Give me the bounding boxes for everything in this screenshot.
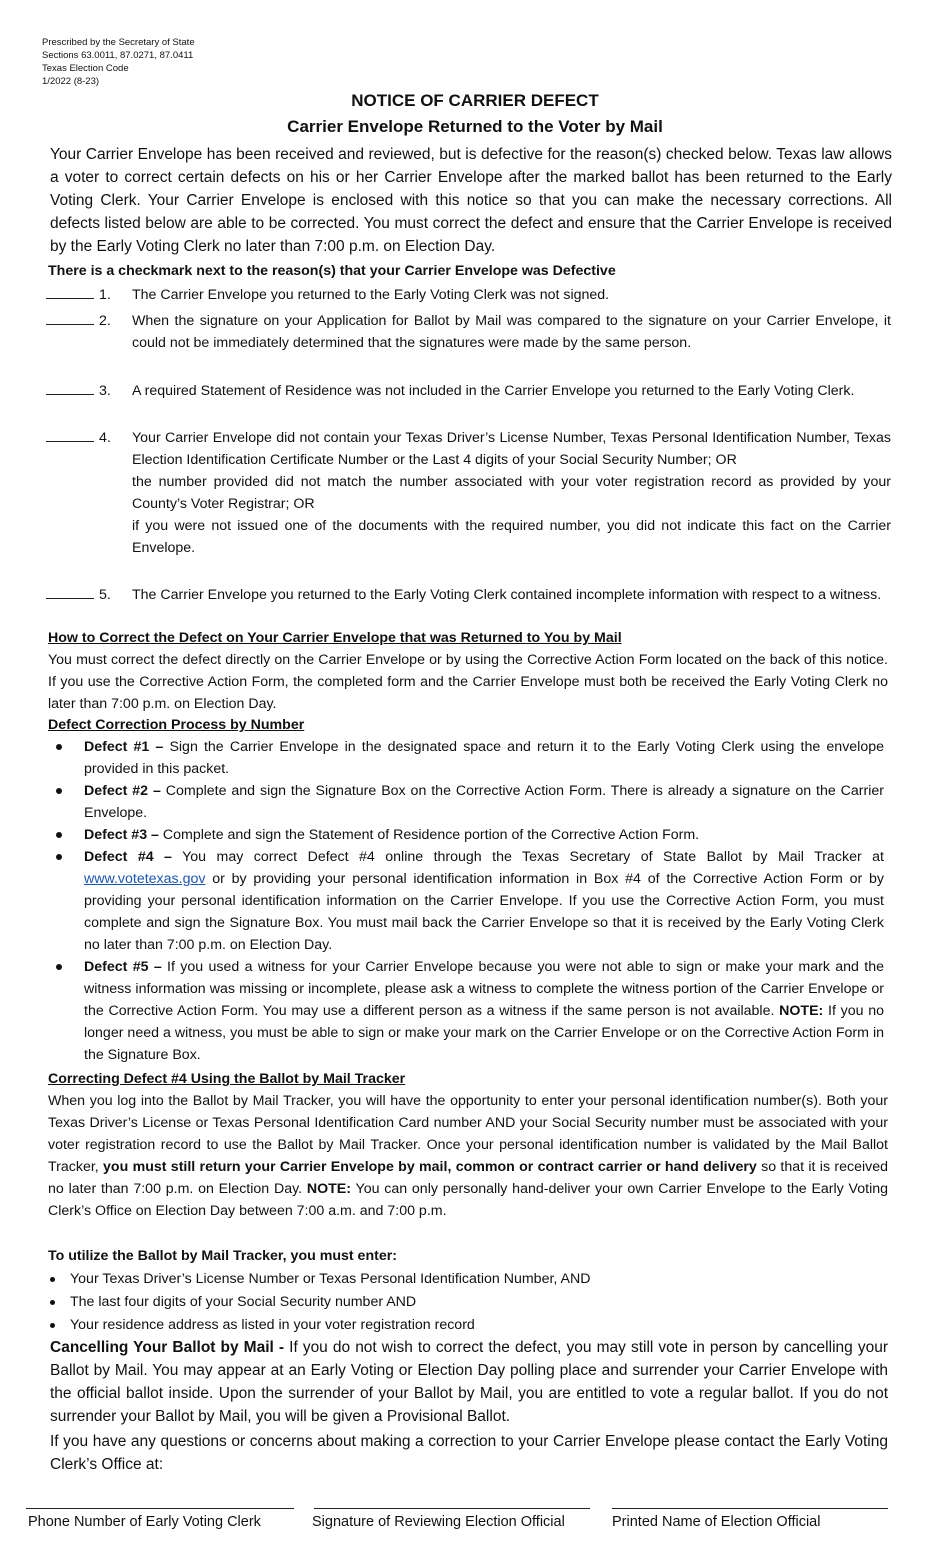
process-heading: Defect Correction Process by Number (48, 717, 305, 733)
defect-label: Defect #3 – (84, 827, 159, 843)
reason-number: 1. (99, 287, 111, 303)
header-line: Prescribed by the Secretary of State (42, 37, 195, 48)
utilize-text: Your residence address as listed in your voter registration record (70, 1317, 475, 1333)
reason-number: 3. (99, 383, 111, 399)
reason-text: The Carrier Envelope you returned to the Early Voting Clerk contained incomplete information with respect to a witness. (132, 587, 882, 603)
defect-text: Complete and sign the Signature Box on the Corrective Action Form. There is already a signature on the Carrier Envelope. (84, 783, 884, 821)
defect-text: Sign the Carrier Envelope in the designated space and return it to the Early Voting Clerk using the envelope provided in this packet. (84, 739, 884, 777)
printed-name-signature-line[interactable] (612, 1508, 888, 1509)
bullet-icon (50, 1277, 55, 1282)
header-line: Texas Election Code (42, 63, 129, 74)
bullet-icon (50, 1300, 55, 1305)
check-blank[interactable] (46, 584, 94, 599)
defect-label: Defect #1 – (84, 739, 164, 755)
header-line: 1/2022 (8-23) (42, 76, 100, 87)
header-line: Sections 63.0011, 87.0271, 87.0411 (42, 50, 194, 61)
defect-item (54, 846, 884, 956)
utilize-item (48, 1291, 888, 1314)
utilize-heading: To utilize the Ballot by Mail Tracker, you must enter: (48, 1248, 397, 1264)
defect-text: You may correct Defect #4 online through the Texas Secretary of State Ballot by Mail Tracker at (171, 849, 884, 865)
cancelling-text: If you do not wish to correct the defect, you may still vote in person by cancelling your Ballot by Mail. You may appear at an Early Voting or Election Day polling place and surrender your Carrier Envelope with the official ballot inside. Upon the surrender of your Ballot by Mail, you are entitled to vote a regular ballot. If you do not surrender your Ballot by Mail, you will be given a Provisional Ballot. (50, 1339, 888, 1425)
utilize-list (48, 1268, 888, 1337)
reason-number: 4. (99, 430, 111, 446)
page-title: NOTICE OF CARRIER DEFECT (351, 91, 599, 110)
how-to-paragraph: You must correct the defect directly on the Carrier Envelope or by using the Corrective Action Form located on the back of this notice. If you use the Corrective Action Form, the completed form and the Carrier Envelope must both be received the Early Voting Clerk no later than 7:00 p.m. on Election Day. (48, 652, 888, 712)
reason-text-alt: the number provided did not match the number associated with your voter registration record as provided by your County’s Voter Registrar; OR (132, 474, 891, 512)
reason-item (46, 380, 891, 402)
bullet-icon (56, 744, 62, 750)
tracker-text: When you log into the Ballot by Mail Tracker, you will have the opportunity to enter your personal identification number(s). Both your Texas Driver’s License or Texas Personal Identification Card number AND your Social Security number must be associated with your voter registration record to use the Ballot by Mail Tracker. Once your personal identification number is validated by the Mail Ballot Tracker, (48, 1093, 888, 1175)
note-label: NOTE: (306, 1181, 351, 1197)
tracker-text: so that it is received no later than 7:00 p.m. on Election Day. (48, 1159, 888, 1197)
cancelling-label: Cancelling Your Ballot by Mail - (50, 1339, 285, 1356)
form-header (42, 36, 195, 88)
tracker-paragraph (48, 1090, 888, 1222)
defect-item (54, 824, 884, 846)
defect-item (54, 780, 884, 824)
reviewing-official-label: Signature of Reviewing Election Official (312, 1514, 565, 1530)
checkmark-heading: There is a checkmark next to the reason(s) that your Carrier Envelope was Defective (48, 263, 616, 279)
intro-paragraph: Your Carrier Envelope has been received and reviewed, but is defective for the reason(s) checked below. Texas law allows a voter to correct certain defects on his or her Carrier Envelope after the marked ballot has been returned to the Early Voting Clerk. Your Carrier Envelope is enclosed with this notice so that you can make the necessary corrections. All defects listed below are able to be corrected. You must correct the defect and ensure that the Carrier Envelope is received by the Early Voting Clerk no later than 7:00 p.m. on Election Day. (50, 146, 892, 255)
defect-item (54, 736, 884, 780)
questions-paragraph: If you have any questions or concerns about making a correction to your Carrier Envelope please contact the Early Voting Clerk’s Office at: (50, 1433, 888, 1473)
reason-text: The Carrier Envelope you returned to the Early Voting Clerk was not signed. (132, 287, 610, 303)
bullet-icon (50, 1323, 55, 1328)
defect-text: or by providing your personal identification information in Box #4 of the Corrective Action Form or by providing your personal identification information on the Carrier Envelope. If you use the Corrective Action Form, you must complete and sign the Signature Box. You must mail back the Carrier Envelope so that it is received by the Early Voting Clerk no later than 7:00 p.m. on Election Day. (84, 871, 884, 953)
check-blank[interactable] (46, 310, 94, 325)
cancelling-paragraph (50, 1336, 888, 1428)
utilize-item (48, 1268, 888, 1291)
reason-text: When the signature on your Application for Ballot by Mail was compared to the signature on your Carrier Envelope, it could not be immediately determined that the signatures were made by the same person. (132, 313, 891, 351)
votetexas-link[interactable]: www.votetexas.gov (84, 871, 206, 887)
phone-signature-line[interactable] (26, 1508, 294, 1509)
defect-label: Defect #5 – (84, 959, 162, 975)
reason-text: Your Carrier Envelope did not contain your Texas Driver’s License Number, Texas Personal Identification Number, Texas Election Identification Certificate Number or the Last 4 digits of your Social Security Number; OR (132, 430, 891, 468)
note-label: NOTE: (779, 1003, 824, 1019)
reason-item (46, 427, 891, 559)
defect-list (54, 736, 884, 1066)
reviewing-official-signature-line[interactable] (314, 1508, 590, 1509)
printed-name-label: Printed Name of Election Official (612, 1514, 821, 1530)
reason-number: 2. (99, 313, 111, 329)
check-blank[interactable] (46, 284, 94, 299)
utilize-text: The last four digits of your Social Security number AND (70, 1294, 417, 1310)
reason-text: A required Statement of Residence was not included in the Carrier Envelope you returned to the Early Voting Clerk. (132, 383, 855, 399)
phone-label: Phone Number of Early Voting Clerk (28, 1514, 261, 1530)
defect-item (54, 956, 884, 1066)
defect-label: Defect #2 – (84, 783, 161, 799)
utilize-text: Your Texas Driver’s License Number or Texas Personal Identification Number, AND (70, 1271, 591, 1287)
utilize-item (48, 1314, 888, 1337)
check-blank[interactable] (46, 427, 94, 442)
bullet-icon (56, 854, 62, 860)
bullet-icon (56, 964, 62, 970)
defect-text: If you no longer need a witness, you must be able to sign or make your mark on the Carrier Envelope or on the Corrective Action Form in the Signature Box. (84, 1003, 884, 1063)
reason-number: 5. (99, 587, 111, 603)
check-blank[interactable] (46, 380, 94, 395)
bullet-icon (56, 788, 62, 794)
reason-item (46, 310, 891, 354)
page-subtitle: Carrier Envelope Returned to the Voter by Mail (287, 117, 663, 136)
tracker-bold-text: you must still return your Carrier Envelope by mail, common or contract carrier or hand delivery (103, 1159, 757, 1175)
defect-label: Defect #4 – (84, 849, 172, 865)
tracker-text: You can only personally hand-deliver your own Carrier Envelope to the Early Voting Clerk’s Office on Election Day between 7:00 a.m. and 7:00 p.m. (48, 1181, 888, 1219)
bullet-icon (56, 832, 62, 838)
tracker-heading: Correcting Defect #4 Using the Ballot by Mail Tracker (48, 1071, 406, 1087)
defect-text: If you used a witness for your Carrier Envelope because you were not able to sign or make your mark and the witness information was missing or incomplete, please ask a witness to complete the witness portion of the Carrier Envelope or the Corrective Action Form. You may use a different person as a witness if the same person is not available. (84, 959, 885, 1019)
how-to-heading: How to Correct the Defect on Your Carrier Envelope that was Returned to You by Mail (48, 630, 622, 646)
reason-item (46, 584, 891, 606)
reason-item (46, 284, 891, 306)
reason-text-alt: if you were not issued one of the documents with the required number, you did not indicate this fact on the Carrier Envelope. (132, 518, 891, 556)
defect-text: Complete and sign the Statement of Residence portion of the Corrective Action Form. (158, 827, 700, 843)
